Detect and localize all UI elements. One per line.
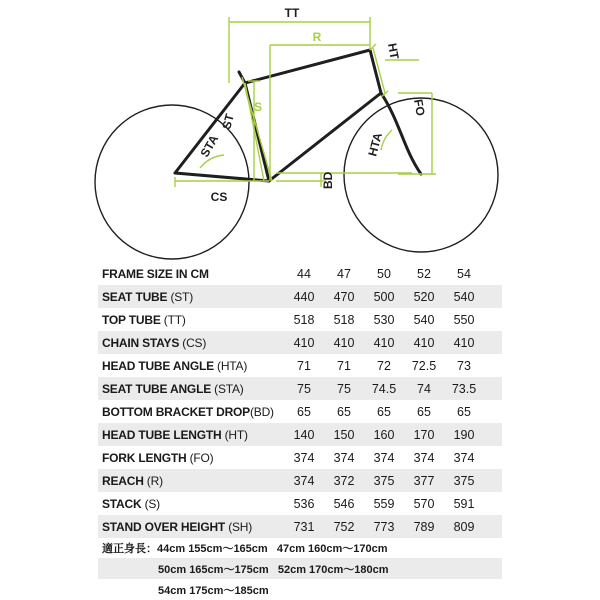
table-cell: 536: [293, 496, 315, 511]
size-cell: 44: [297, 266, 311, 281]
label-fo: FO: [411, 98, 428, 117]
table-cell: 377: [413, 473, 435, 488]
label-r: R: [312, 30, 322, 44]
table-cell: 75: [297, 381, 311, 396]
row-label: FRAME SIZE IN CM: [102, 266, 209, 281]
table-cell: 540: [413, 312, 435, 327]
table-cell: 71: [337, 358, 351, 373]
dimension-labels: [197, 6, 427, 204]
table-cell: 752: [333, 519, 355, 534]
table-cell: 190: [453, 427, 475, 442]
table-cell: 518: [333, 312, 355, 327]
table-cell: 559: [373, 496, 395, 511]
row-label: BOTTOM BRACKET DROP(BD): [102, 404, 274, 419]
table-cell: 570: [413, 496, 435, 511]
table-cell: 372: [333, 473, 355, 488]
height-note-line: 適正身長：44cm 155cm〜165cm 47cm 160cm〜170cm: [102, 542, 388, 555]
table-cell: 546: [333, 496, 355, 511]
row-label: STACK (S): [102, 496, 160, 511]
label-bd: BD: [321, 171, 335, 189]
table-cell: 140: [293, 427, 315, 442]
table-cell: 72.5: [411, 358, 437, 373]
size-cell: 50: [377, 266, 391, 281]
table-cell: 540: [453, 289, 475, 304]
table-cell: 65: [337, 404, 351, 419]
table-cell: 789: [413, 519, 435, 534]
table-cell: 374: [333, 450, 355, 465]
row-label: HEAD TUBE LENGTH (HT): [102, 427, 248, 442]
row-label: FORK LENGTH (FO): [102, 450, 214, 465]
row-label: SEAT TUBE ANGLE (STA): [102, 381, 244, 396]
table-cell: 72: [377, 358, 391, 373]
table-cell: 374: [293, 450, 315, 465]
table-cell: 809: [453, 519, 475, 534]
row-label: CHAIN STAYS (CS): [102, 335, 207, 350]
size-cell: 47: [337, 266, 351, 281]
label-ht: HT: [385, 42, 402, 61]
row-label: TOP TUBE (TT): [102, 312, 186, 327]
table-cell: 440: [293, 289, 315, 304]
table-cell: 375: [373, 473, 395, 488]
table-cell: 65: [457, 404, 471, 419]
table-cell: 65: [417, 404, 431, 419]
table-cell: 65: [377, 404, 391, 419]
row-label: HEAD TUBE ANGLE (HTA): [102, 358, 248, 373]
label-s: S: [253, 100, 263, 114]
table-row: [98, 377, 502, 400]
label-st: ST: [219, 112, 237, 131]
label-hta: HTA: [365, 131, 386, 158]
table-cell: 410: [333, 335, 355, 350]
table-cell: 410: [373, 335, 395, 350]
table-cell: 500: [373, 289, 395, 304]
height-note-line: 50cm 165cm〜175cm 52cm 170cm〜180cm: [98, 558, 502, 579]
table-header-row: [98, 262, 502, 285]
row-label: REACH (R): [102, 473, 163, 488]
size-cell: 54: [457, 266, 471, 281]
label-sta: STA: [197, 132, 222, 160]
table-cell: 550: [453, 312, 475, 327]
table-row: [98, 423, 502, 446]
table-row: [98, 285, 502, 308]
table-cell: 75: [337, 381, 351, 396]
table-cell: 374: [293, 473, 315, 488]
table-row: [98, 515, 502, 538]
row-label: STAND OVER HEIGHT (SH): [102, 519, 253, 534]
table-row: [98, 308, 502, 331]
table-cell: 160: [373, 427, 395, 442]
geometry-table: [98, 262, 502, 538]
table-cell: 731: [293, 519, 315, 534]
label-cs: CS: [210, 190, 228, 204]
table-cell: 530: [373, 312, 395, 327]
recommended-height-notes: [98, 537, 502, 600]
table-cell: 773: [373, 519, 395, 534]
table-cell: 374: [413, 450, 435, 465]
table-cell: 73: [457, 358, 471, 373]
table-cell: 410: [293, 335, 315, 350]
table-cell: 150: [333, 427, 355, 442]
row-label: SEAT TUBE (ST): [102, 289, 193, 304]
table-cell: 374: [453, 450, 475, 465]
table-cell: 410: [413, 335, 435, 350]
table-cell: 591: [453, 496, 475, 511]
bike-geometry-diagram: [0, 0, 600, 262]
table-cell: 375: [453, 473, 475, 488]
label-tt: TT: [284, 6, 300, 20]
table-cell: 374: [373, 450, 395, 465]
table-cell: 74: [417, 381, 431, 396]
table-cell: 170: [413, 427, 435, 442]
table-cell: 65: [297, 404, 311, 419]
table-row: [98, 446, 502, 469]
table-cell: 470: [333, 289, 355, 304]
table-row: [98, 400, 502, 423]
table-cell: 74.5: [371, 381, 397, 396]
height-note-line: 54cm 175cm〜185cm: [158, 584, 269, 597]
table-cell: 518: [293, 312, 315, 327]
table-row: [98, 469, 502, 492]
table-cell: 73.5: [451, 381, 477, 396]
table-cell: 520: [413, 289, 435, 304]
table-row: [98, 331, 502, 354]
size-cell: 52: [417, 266, 431, 281]
table-row: [98, 492, 502, 515]
table-cell: 71: [297, 358, 311, 373]
table-row: [98, 354, 502, 377]
table-cell: 410: [453, 335, 475, 350]
